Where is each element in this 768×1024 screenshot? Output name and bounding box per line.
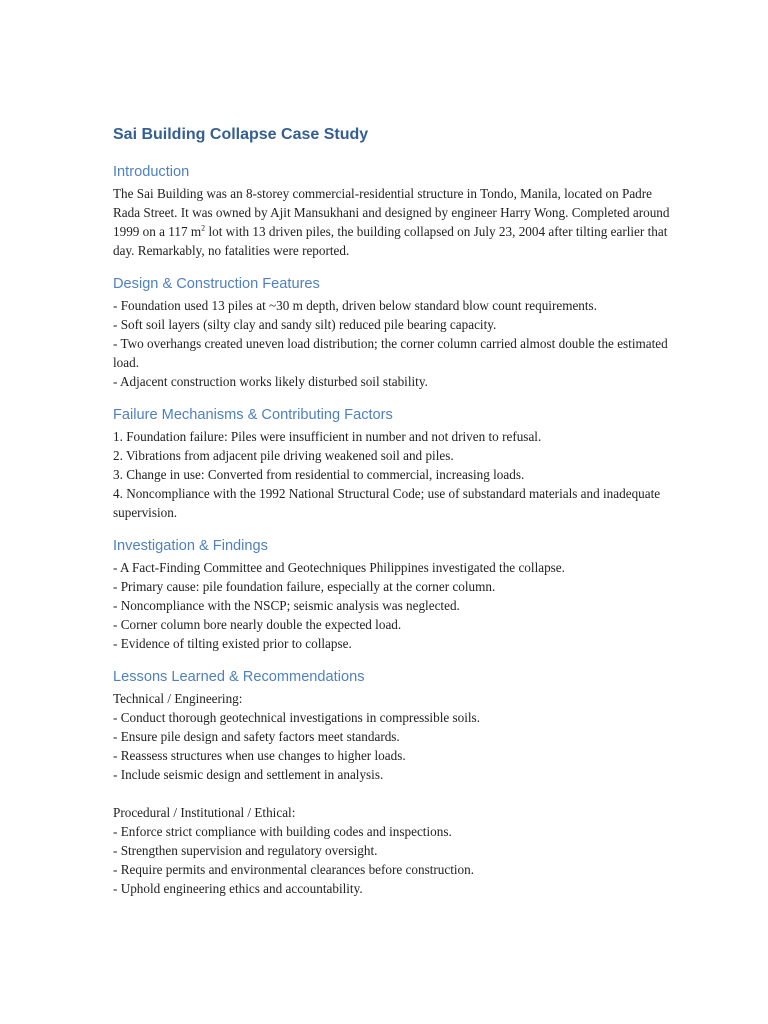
section-design xyxy=(113,274,673,391)
failure-item: 1. Foundation failure: Piles were insufficient in number and not driven to refusal. xyxy=(113,429,542,444)
design-item: - Foundation used 13 piles at ~30 m depth, driven below standard blow count requirements. xyxy=(113,298,597,313)
procedural-item: - Strengthen supervision and regulatory oversight. xyxy=(113,843,378,858)
technical-item: - Conduct thorough geotechnical investigations in compressible soils. xyxy=(113,710,480,725)
section-introduction xyxy=(113,162,673,260)
section-heading-failure: Failure Mechanisms & Contributing Factors xyxy=(113,407,393,423)
section-heading-introduction: Introduction xyxy=(113,164,190,180)
investigation-item: - A Fact-Finding Committee and Geotechniques Philippines investigated the collapse. xyxy=(113,560,565,575)
technical-item: - Reassess structures when use changes to higher loads. xyxy=(113,748,406,763)
procedural-item: - Require permits and environmental clearances before construction. xyxy=(113,862,475,877)
investigation-item: - Corner column bore nearly double the expected load. xyxy=(113,617,402,632)
introduction-text-part-2: lot with 13 driven piles, the building collapsed on July 23, 2004 after tilting earlier that day. Remarkably, no fatalities were reported. xyxy=(113,224,668,258)
investigation-item: - Noncompliance with the NSCP; seismic analysis was neglected. xyxy=(113,598,460,613)
paragraph-spacer xyxy=(113,784,673,803)
investigation-item: - Primary cause: pile foundation failure, especially at the corner column. xyxy=(113,579,496,594)
square-meter-superscript: 2 xyxy=(201,223,206,233)
technical-item: - Include seismic design and settlement in analysis. xyxy=(113,767,384,782)
introduction-paragraph xyxy=(113,184,673,260)
investigation-item: - Evidence of tilting existed prior to collapse. xyxy=(113,636,352,651)
section-investigation xyxy=(113,536,673,653)
design-item: - Adjacent construction works likely disturbed soil stability. xyxy=(113,374,428,389)
section-heading-investigation: Investigation & Findings xyxy=(113,538,268,554)
section-heading-lessons: Lessons Learned & Recommendations xyxy=(113,669,365,685)
failure-item: 4. Noncompliance with the 1992 National Structural Code; use of substandard materials and inadequate supervision. xyxy=(113,486,661,520)
failure-item: 3. Change in use: Converted from residential to commercial, increasing loads. xyxy=(113,467,525,482)
design-item: - Two overhangs created uneven load distribution; the corner column carried almost double the estimated load. xyxy=(113,336,668,370)
design-item: - Soft soil layers (silty clay and sandy silt) reduced pile bearing capacity. xyxy=(113,317,497,332)
section-failure xyxy=(113,405,673,522)
technical-label: Technical / Engineering: xyxy=(113,691,243,706)
document-page xyxy=(113,124,673,912)
document-title: Sai Building Collapse Case Study xyxy=(113,126,369,143)
technical-item: - Ensure pile design and safety factors meet standards. xyxy=(113,729,400,744)
section-lessons xyxy=(113,667,673,898)
introduction-text-part-1: The Sai Building was an 8-storey commercial-residential structure in Tondo, Manila, located on Padre Rada Street. It was owned by Ajit Mansukhani and designed by engineer Harry Wong. Completed around 1999 on a 117 m xyxy=(113,186,670,239)
section-heading-design: Design & Construction Features xyxy=(113,276,320,292)
procedural-label: Procedural / Institutional / Ethical: xyxy=(113,805,296,820)
procedural-item: - Uphold engineering ethics and accountability. xyxy=(113,881,363,896)
procedural-item: - Enforce strict compliance with building codes and inspections. xyxy=(113,824,452,839)
failure-item: 2. Vibrations from adjacent pile driving weakened soil and piles. xyxy=(113,448,454,463)
